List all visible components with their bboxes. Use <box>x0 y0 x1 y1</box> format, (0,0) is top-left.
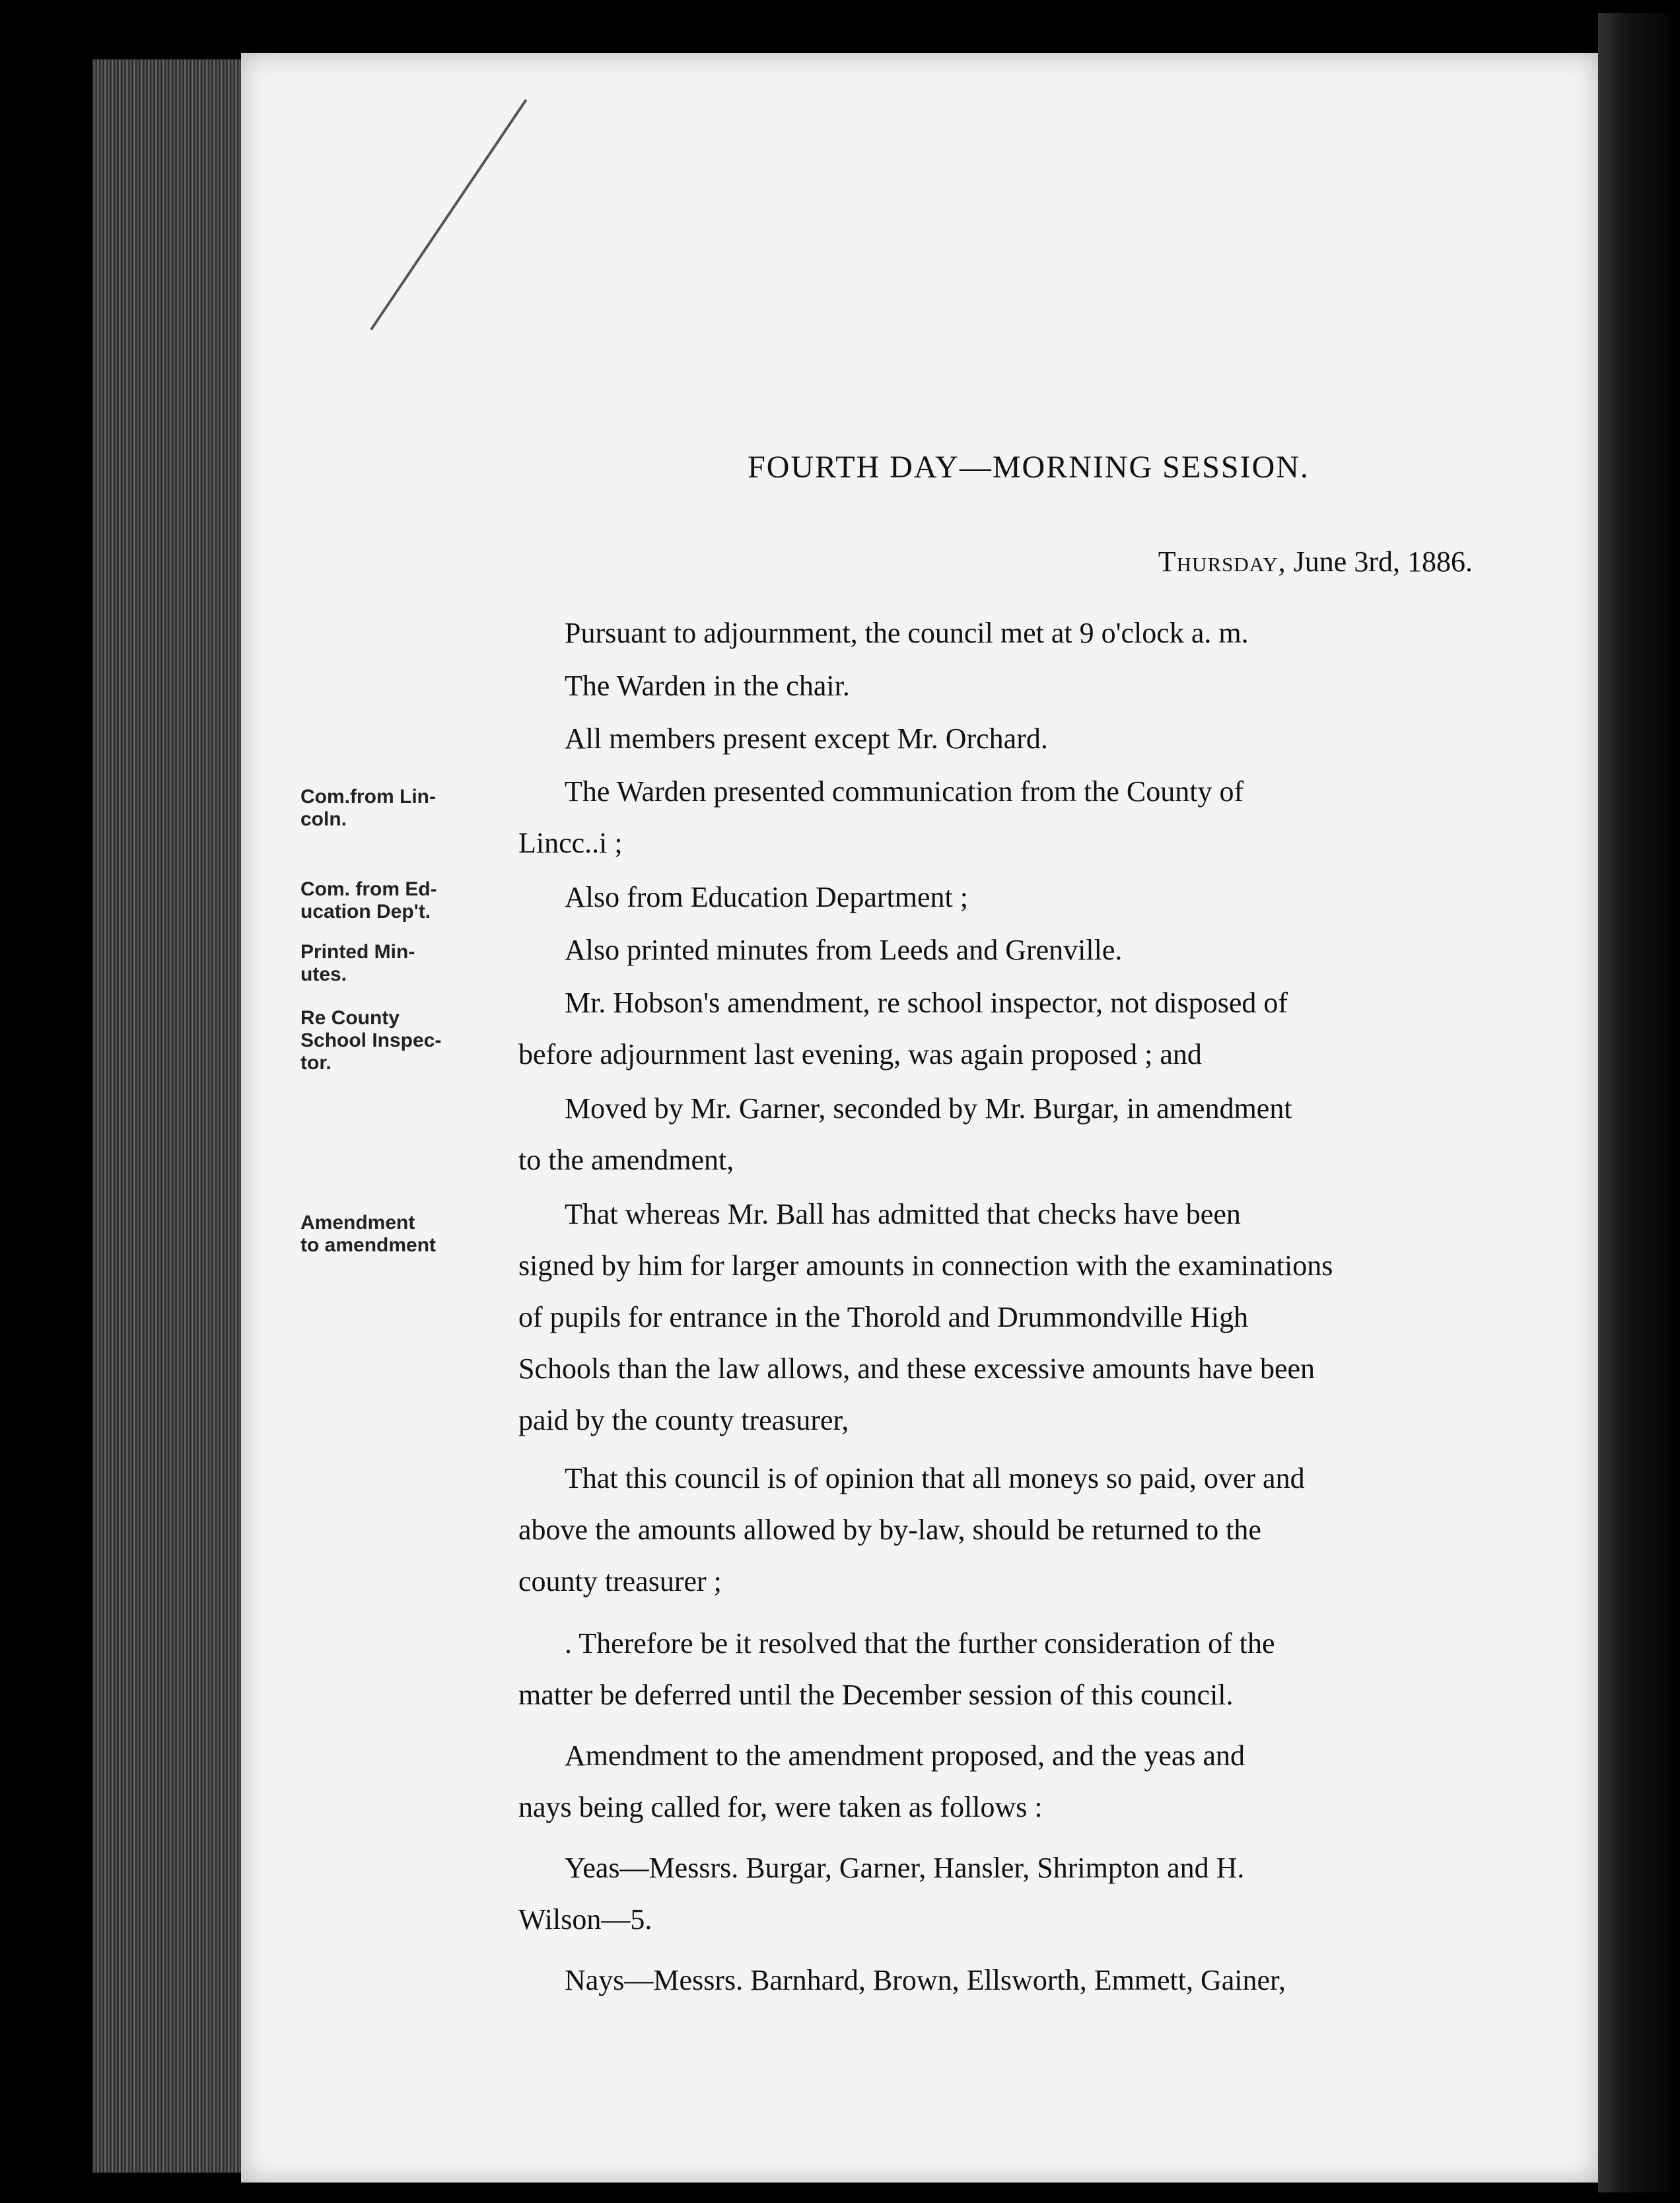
paragraph: Also printed minutes from Leeds and Grenville. <box>565 934 1123 966</box>
paragraph: That this council is of opinion that all moneys so paid, over and above the amounts allowed by by-law, should be returned to the county treasurer ; <box>518 1462 1305 1597</box>
scan-border <box>1598 13 1680 2192</box>
paragraph: Amendment to the amendment proposed, and the yeas and nays being called for, were taken as follows : <box>518 1739 1245 1823</box>
page-title: FOURTH DAY—MORNING SESSION. <box>748 450 1310 485</box>
paragraph-yeas: Yeas—Messrs. Burgar, Garner, Hansler, Shrimpton and H. Wilson—5. <box>518 1852 1245 1936</box>
margin-note-amendment: Amendment to amendment <box>300 1212 437 1256</box>
paragraph: . Therefore be it resolved that the further consideration of the matter be deferred until the December session of this council. <box>518 1627 1275 1711</box>
margin-note-printed-minutes: Printed Min- utes. <box>300 941 415 985</box>
dateline-day: Thursday, <box>1158 545 1286 578</box>
paragraph: Also from Education Department ; <box>565 881 968 913</box>
paragraph-nays: Nays—Messrs. Barnhard, Brown, Ellsworth, Emmett, Gainer, <box>565 1964 1286 1996</box>
paragraph: The Warden presented communication from the County of Lincc..i ; <box>518 775 1244 859</box>
paragraph: The Warden in the chair. <box>565 670 850 702</box>
dateline <box>1158 545 1473 578</box>
book-page-edges <box>92 59 244 2173</box>
page-scratch-mark <box>370 99 527 330</box>
paragraph: Pursuant to adjournment, the council met at 9 o'clock a. m. <box>565 617 1249 649</box>
paragraph: Moved by Mr. Garner, seconded by Mr. Burgar, in amendment to the amendment, <box>518 1092 1292 1176</box>
dateline-date: June 3rd, 1886. <box>1293 545 1473 578</box>
margin-note-lincoln: Com.from Lin- coln. <box>300 786 436 830</box>
margin-note-school-inspector: Re County School Inspec- tor. <box>300 1007 442 1074</box>
document-page <box>241 53 1598 2183</box>
margin-note-education: Com. from Ed- ucation Dep't. <box>300 878 437 923</box>
paragraph: All members present except Mr. Orchard. <box>565 722 1048 755</box>
paragraph: Mr. Hobson's amendment, re school inspector, not disposed of before adjournment last evening, was again proposed ; and <box>518 987 1288 1070</box>
paragraph: That whereas Mr. Ball has admitted that checks have been signed by him for larger amounts in connection with the examinations of pupils for entrance in the Thorold and Drummondville High Schools than the law allows, and these excessive amounts have been paid by the county treasurer, <box>518 1198 1333 1436</box>
